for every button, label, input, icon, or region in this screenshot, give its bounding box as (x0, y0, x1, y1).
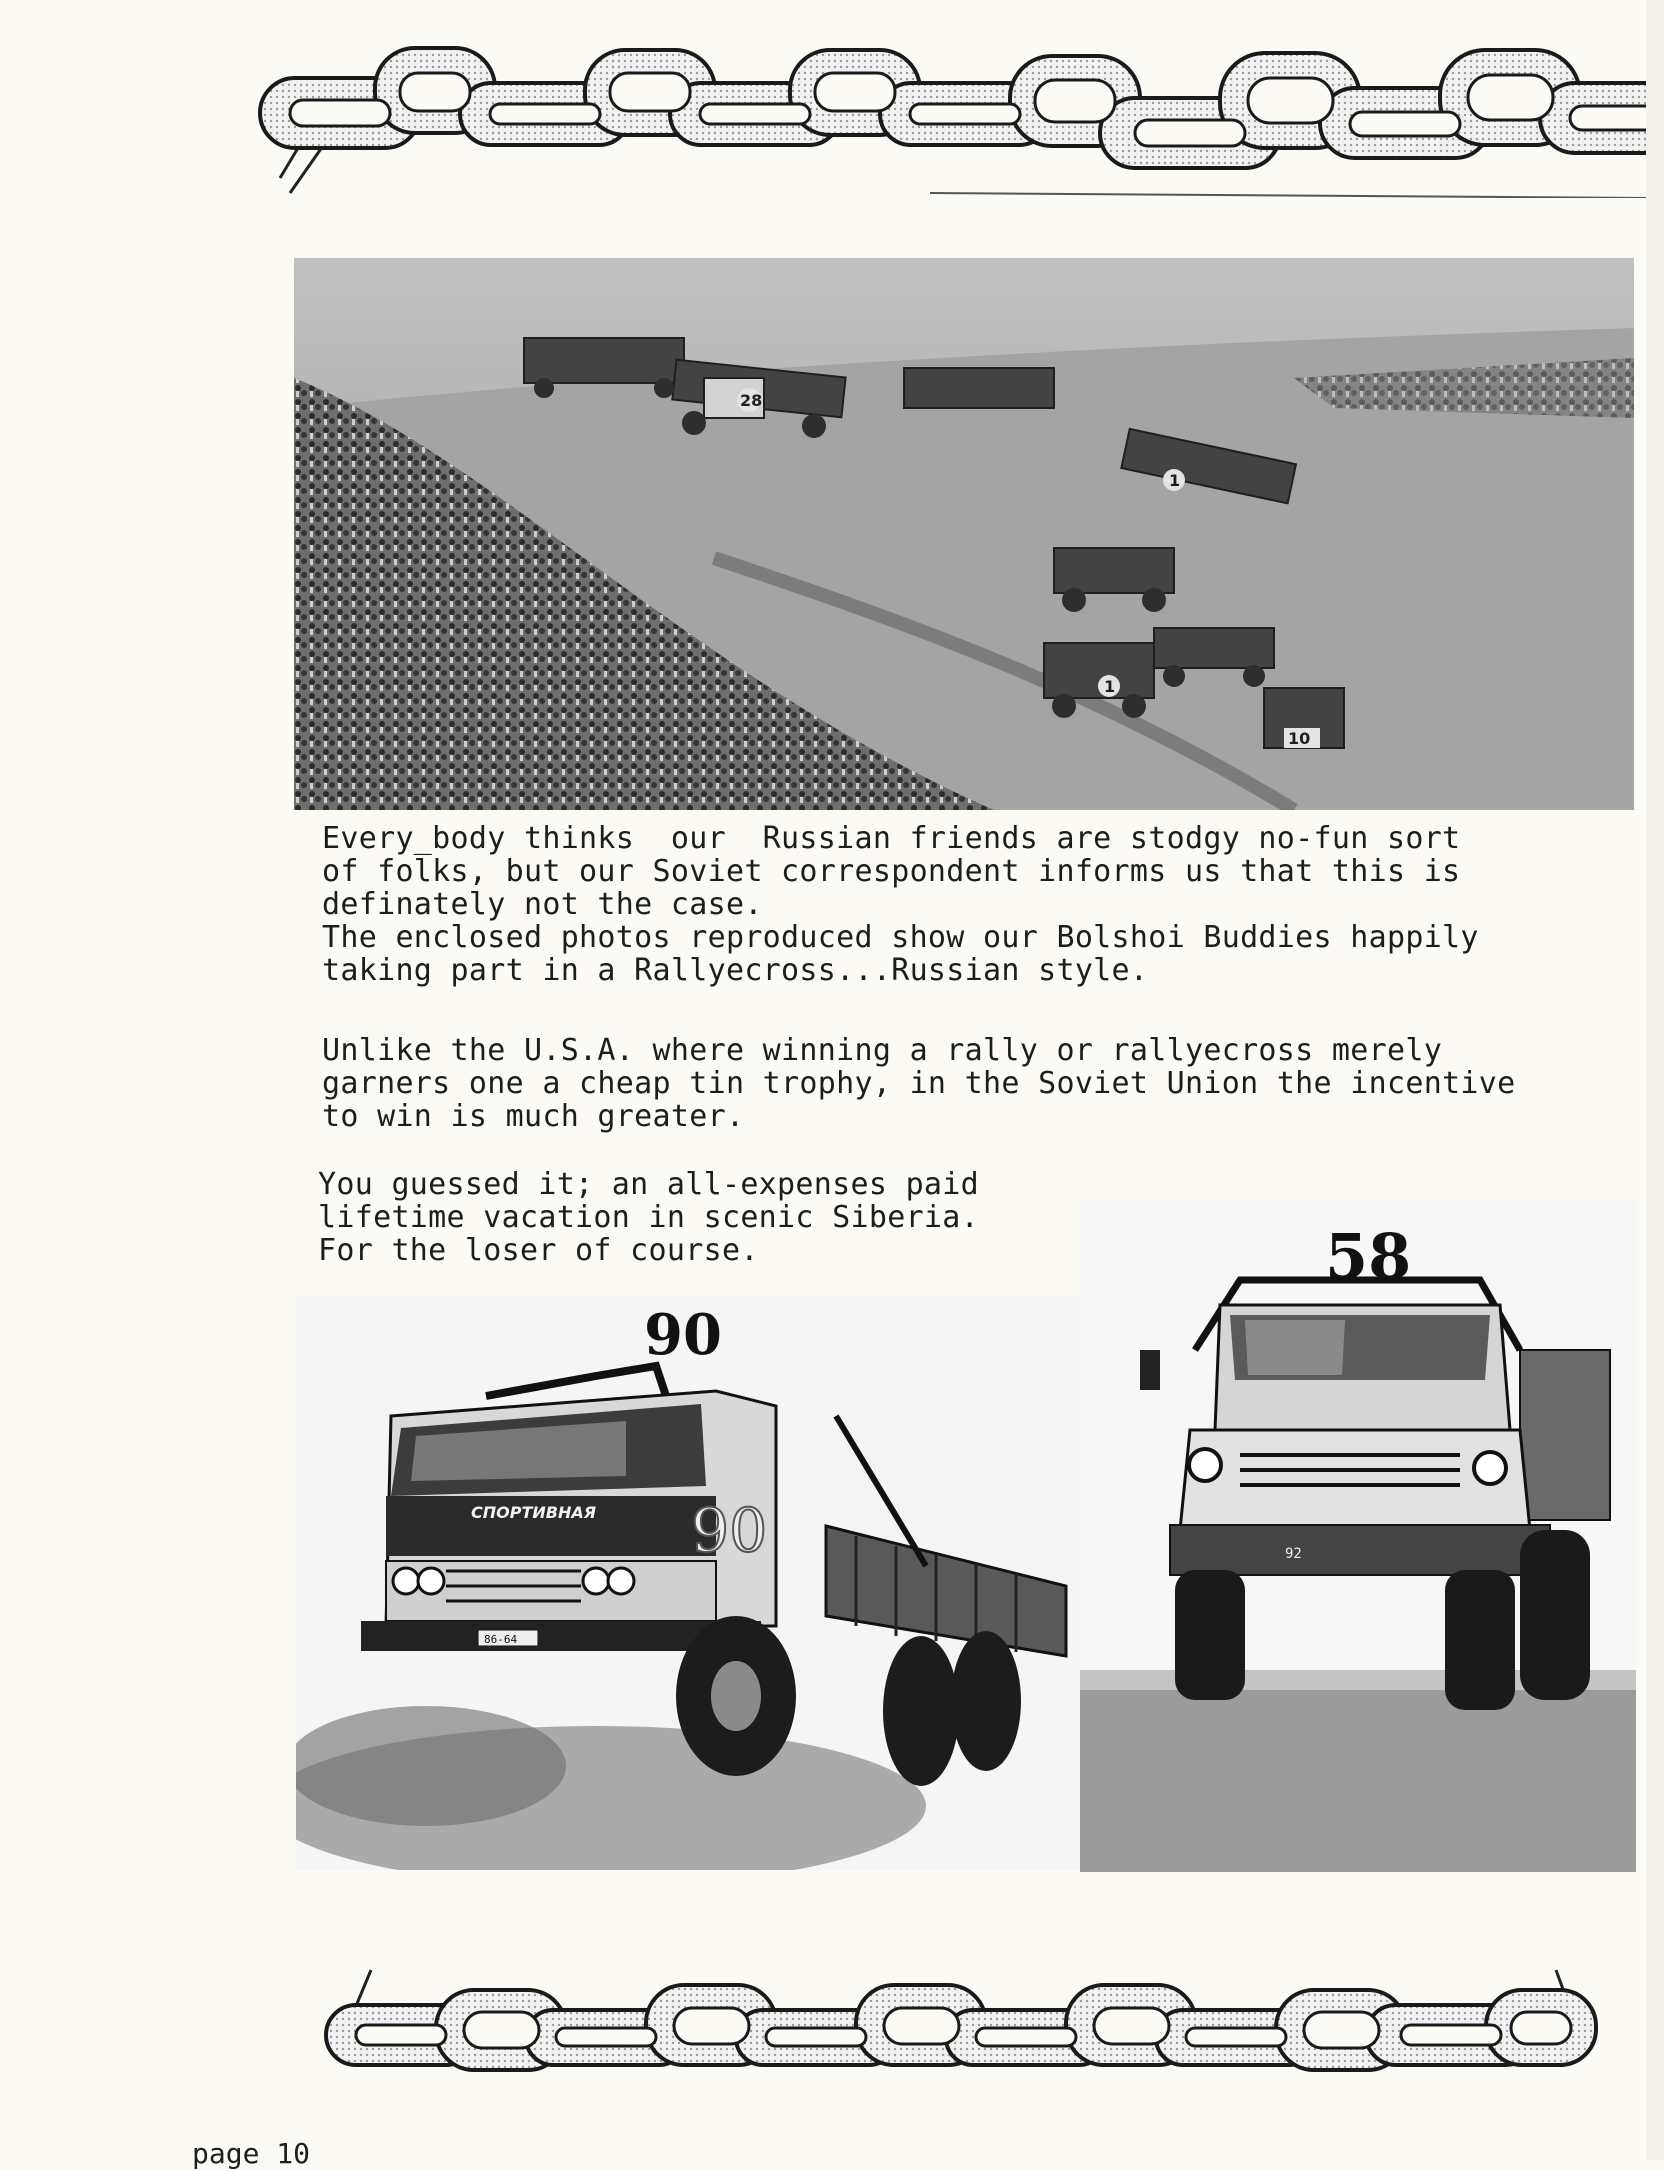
bottom-chain-border (316, 1950, 1616, 2100)
kamaz-plate: 86-64 (484, 1633, 518, 1646)
intro-paragraph: Every_body thinks our Russian friends are stodgy no-fun sort of folks, but our Soviet correspondent informs us that this is definately not the case. The enclosed photos reproduced show our Bolshoi Buddies happily taking part in a Rallyecross...Russian style. (322, 821, 1479, 988)
truck-number-28: 28 (740, 391, 763, 410)
cab-lettering: СПОРТИВНАЯ (471, 1503, 597, 1522)
truck-number-1b: 1 (1104, 677, 1116, 696)
kamaz-door-number: 90 (691, 1496, 768, 1566)
page-number: page 10 (192, 2137, 311, 2170)
truck-number-10: 10 (1288, 729, 1311, 748)
zil-roof-number: 58 (1325, 1220, 1412, 1293)
truck-number-1a: 1 (1169, 471, 1181, 490)
zil-truck-photo (1080, 1200, 1636, 1872)
race-scene-photo (294, 258, 1634, 810)
kamaz-truck-photo (296, 1296, 1090, 1870)
zil-plate: 92 (1285, 1546, 1302, 1562)
kamaz-roof-number: 90 (644, 1302, 722, 1368)
contrast-paragraph: Unlike the U.S.A. where winning a rally or rallyecross merely garners one a cheap tin trophy, in the Soviet Union the incentive to win is much greater. (322, 1033, 1516, 1134)
top-chain-border (250, 28, 1646, 198)
scan-edge (1646, 0, 1664, 2160)
punchline-paragraph: You guessed it; an all-expenses paid lifetime vacation in scenic Siberia. For the loser of course. (318, 1167, 980, 1268)
